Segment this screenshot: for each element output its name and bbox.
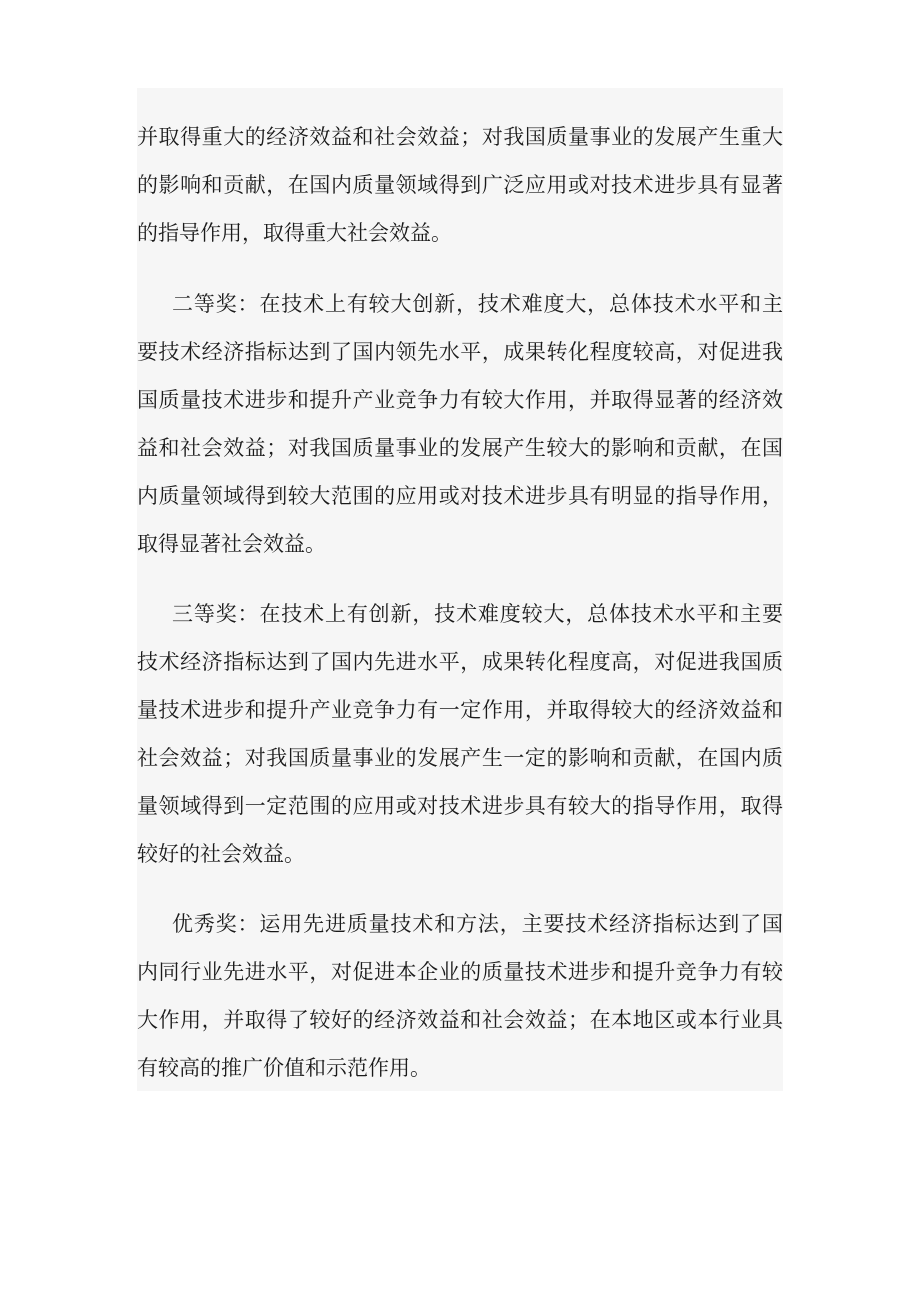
paragraph-1-line-3: 的指导作用，取得重大社会效益。 bbox=[137, 221, 452, 245]
paragraph-3-line-6: 较好的社会效益。 bbox=[137, 842, 305, 866]
paragraph-1-line-1: 并取得重大的经济效益和社会效益；对我国质量事业的发展产生重大 bbox=[137, 125, 783, 149]
paragraph-4-line-1: 优秀奖：运用先进质量技术和方法，主要技术经济指标达到了国 bbox=[172, 912, 783, 936]
paragraph-3-line-2: 技术经济指标达到了国内先进水平，成果转化程度高，对促进我国质 bbox=[137, 650, 783, 674]
document-text-block bbox=[137, 88, 783, 1091]
paragraph-2-line-1: 二等奖：在技术上有较大创新，技术难度大，总体技术水平和主 bbox=[172, 292, 783, 316]
paragraph-3-line-3: 量技术进步和提升产业竞争力有一定作用，并取得较大的经济效益和 bbox=[137, 698, 783, 722]
paragraph-2-line-3: 国质量技术进步和提升产业竞争力有较大作用，并取得显著的经济效 bbox=[137, 388, 783, 412]
paragraph-3-line-1: 三等奖：在技术上有创新，技术难度较大，总体技术水平和主要 bbox=[172, 602, 783, 626]
paragraph-2-line-4: 益和社会效益；对我国质量事业的发展产生较大的影响和贡献，在国 bbox=[137, 436, 783, 460]
paragraph-4-line-2: 内同行业先进水平，对促进本企业的质量技术进步和提升竞争力有较 bbox=[137, 960, 783, 984]
paragraph-2-line-2: 要技术经济指标达到了国内领先水平，成果转化程度较高，对促进我 bbox=[137, 340, 783, 364]
paragraph-2-line-5: 内质量领域得到较大范围的应用或对技术进步具有明显的指导作用， bbox=[137, 484, 783, 508]
paragraph-1-line-2: 的影响和贡献，在国内质量领域得到广泛应用或对技术进步具有显著 bbox=[137, 173, 783, 197]
paragraph-3-line-4: 社会效益；对我国质量事业的发展产生一定的影响和贡献，在国内质 bbox=[137, 746, 783, 770]
paragraph-4-line-3: 大作用，并取得了较好的经济效益和社会效益；在本地区或本行业具 bbox=[137, 1008, 783, 1032]
paragraph-4-line-4: 有较高的推广价值和示范作用。 bbox=[137, 1056, 431, 1080]
paragraph-3-line-5: 量领域得到一定范围的应用或对技术进步具有较大的指导作用，取得 bbox=[137, 794, 783, 818]
paragraph-2-line-6: 取得显著社会效益。 bbox=[137, 532, 326, 556]
